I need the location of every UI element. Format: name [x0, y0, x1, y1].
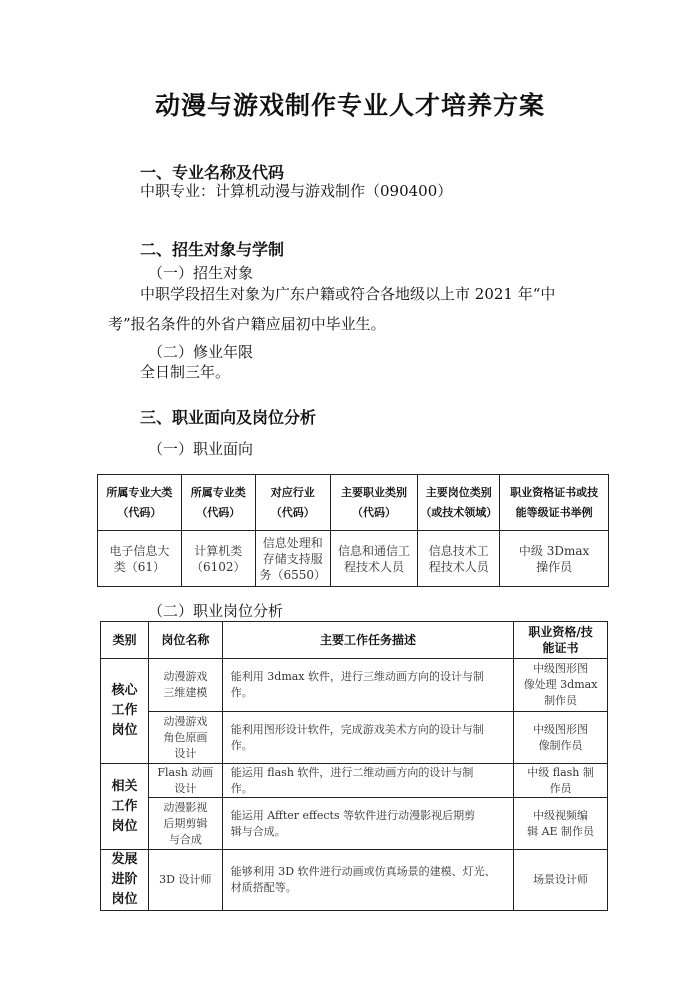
table-row	[101, 798, 608, 850]
table1-cell: 电子信息大 类（61）	[98, 531, 182, 587]
table-row	[101, 659, 608, 712]
table-row	[98, 531, 609, 587]
section2-para2: 全日制三年。	[140, 363, 231, 381]
task-description-cell: 能运用 Affter effects 等软件进行动漫影视后期剪 辑与合成。	[222, 798, 513, 850]
job-analysis-table	[100, 621, 608, 911]
table2-header-row	[101, 622, 608, 659]
category-cell: 相关 工作 岗位	[101, 764, 149, 850]
table1-cell: 信息处理和 存储支持服 务（6550）	[255, 531, 330, 587]
table2-header-cell: 类别	[101, 622, 149, 659]
table1-header-cell: 职业资格证书或技 能等级证书举例	[500, 475, 609, 531]
section2-heading: 二、招生对象与学制	[140, 240, 285, 259]
table2-header-cell: 职业资格/技 能证书	[514, 622, 608, 659]
table-row	[101, 764, 608, 798]
task-description-cell: 能够利用 3D 软件进行动画或仿真场景的建模、灯光、 材质搭配等。	[222, 850, 513, 911]
section3-sub1: （一）职业面向	[148, 440, 254, 458]
certificate-cell: 中级 flash 制 作员	[514, 764, 608, 798]
section3-sub2: （二）职业岗位分析	[148, 602, 284, 620]
post-name-cell: 动漫游戏 三维建模	[148, 659, 222, 712]
section1-heading: 一、专业名称及代码	[140, 163, 285, 182]
task-description-cell: 能运用 flash 软件，进行二维动画方向的设计与制 作。	[222, 764, 513, 798]
table1-header-cell: 主要岗位类别 （或技术领域）	[418, 475, 500, 531]
table1-header-cell: 所属专业类 （代码）	[181, 475, 255, 531]
post-name-cell: 动漫影视 后期剪辑 与合成	[148, 798, 222, 850]
table2-header-cell: 主要工作任务描述	[222, 622, 513, 659]
section2-para1-line1: 中职学段招生对象为广东户籍或符合各地级以上市 2021 年“中	[140, 285, 556, 303]
table-row	[101, 850, 608, 911]
table1-cell: 信息和通信工 程技术人员	[330, 531, 418, 587]
document-title: 动漫与游戏制作专业人才培养方案	[154, 91, 545, 120]
category-cell: 发展 进阶 岗位	[101, 850, 149, 911]
table1-header-cell: 主要职业类别 （代码）	[330, 475, 418, 531]
post-name-cell: 动漫游戏 角色原画 设计	[148, 712, 222, 764]
section2-para1-line2: 考”报名条件的外省户籍应届初中毕业生。	[108, 315, 386, 333]
table1-cell: 信息技术工 程技术人员	[418, 531, 500, 587]
table1-cell: 计算机类 （6102）	[181, 531, 255, 587]
section2-sub1: （一）招生对象	[148, 264, 254, 282]
table2-header-cell: 岗位名称	[148, 622, 222, 659]
section3-heading: 三、职业面向及岗位分析	[140, 408, 317, 427]
post-name-cell: 3D 设计师	[148, 850, 222, 911]
certificate-cell: 中级视频编 辑 AE 制作员	[514, 798, 608, 850]
section1-line: 中职专业：计算机动漫与游戏制作（090400）	[140, 182, 453, 200]
certificate-cell: 中级图形图 像处理 3dmax 制作员	[514, 659, 608, 712]
task-description-cell: 能利用图形设计软件，完成游戏美术方向的设计与制 作。	[222, 712, 513, 764]
section2-sub2: （二）修业年限	[148, 343, 254, 361]
table-row	[101, 712, 608, 764]
career-orientation-table	[97, 474, 609, 587]
table1-header-cell: 对应行业 （代码）	[255, 475, 330, 531]
certificate-cell: 中级图形图 像制作员	[514, 712, 608, 764]
table1-cell: 中级 3Dmax 操作员	[500, 531, 609, 587]
table1-header-row	[98, 475, 609, 531]
category-cell: 核心 工作 岗位	[101, 659, 149, 764]
table1-header-cell: 所属专业大类 （代码）	[98, 475, 182, 531]
certificate-cell: 场景设计师	[514, 850, 608, 911]
task-description-cell: 能利用 3dmax 软件，进行三维动画方向的设计与制 作。	[222, 659, 513, 712]
post-name-cell: Flash 动画 设计	[148, 764, 222, 798]
